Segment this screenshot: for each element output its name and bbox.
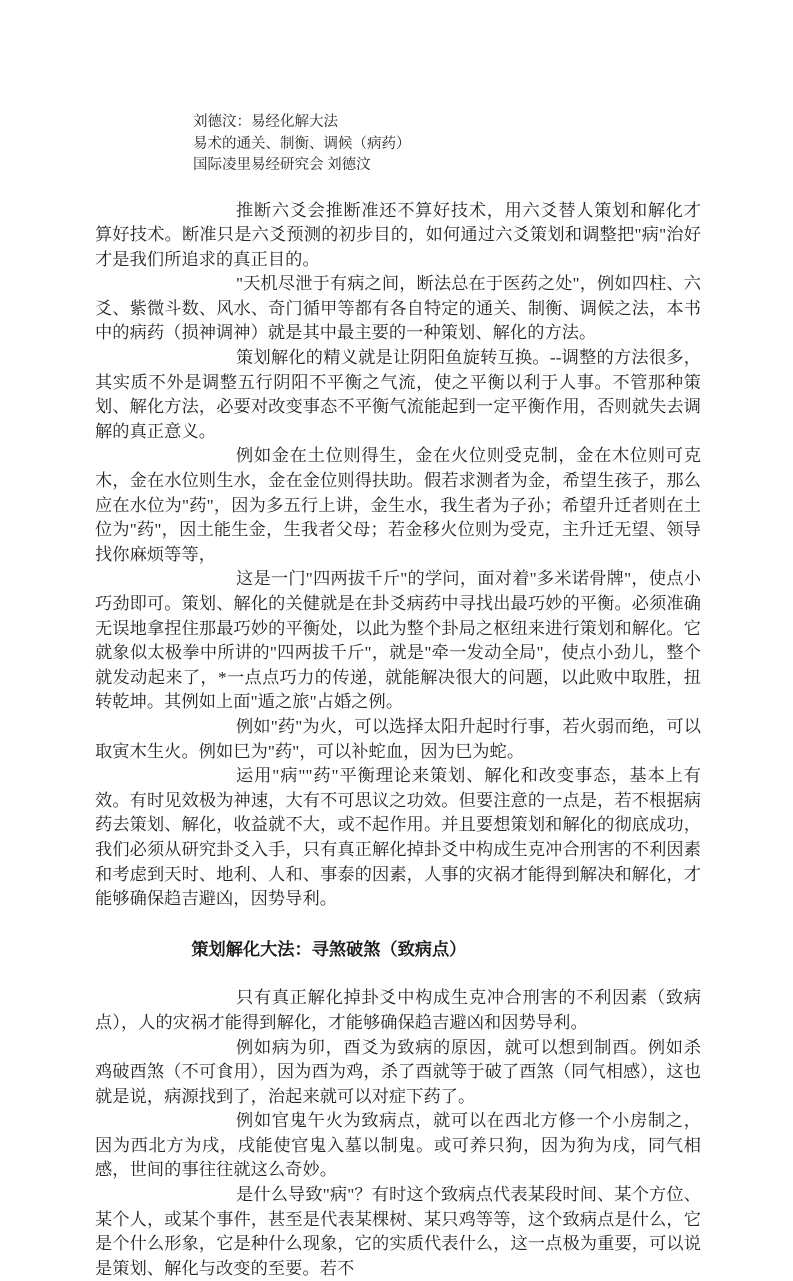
- document-body: [95, 199, 701, 1281]
- section-heading: 策划解化大法：寻煞破煞（致病点）: [95, 938, 701, 963]
- header-subtitle-line: 易术的通关、制衡、调候（病药）: [193, 134, 701, 156]
- body-paragraph: 例如"药"为火，可以选择太阳升起时行事，若火弱而绝，可以取寅木生火。例如巳为"药"，可以补蛇血，因为巳为蛇。: [95, 715, 701, 764]
- body-paragraph: 是什么导致"病"？有时这个致病点代表某段时间、某个方位、某个人，或某个事件，甚至是代表某棵树、某只鸡等等，这个致病点是什么，它是个什么形象，它是种什么现象，它的实质代表什么，这一点极为重要，可以说是策划、解化与改变的至要。若不: [95, 1183, 701, 1281]
- body-paragraph: "天机尽泄于有病之间，断法总在于医药之处"，例如四柱、六爻、紫微斗数、风水、奇门循甲等都有各自特定的通关、制衡、调候之法，本书中的病药（损神调神）就是其中最主要的一种策划、解化的方法。: [95, 272, 701, 346]
- body-paragraph: 例如金在土位则得生，金在火位则受克制，金在木位则可克木，金在水位则生水，金在金位则得扶助。假若求测者为金，希望生孩子，那么应在水位为"药"，因为多五行上讲，金生水，我生者为子孙；希望升迁者则在土位为"药"，因土能生金，生我者父母；若金移火位则为受克，主升迁无望、领导找你麻烦等等，: [95, 444, 701, 567]
- header-author-line: 国际凌里易经研究会 刘德汶: [193, 155, 701, 177]
- body-paragraph: 策划解化的精义就是让阴阳鱼旋转互换。--调整的方法很多，其实质不外是调整五行阴阳不平衡之气流，使之平衡以利于人事。不管那种策划、解化方法，必要对改变事态不平衡气流能起到一定平衡作用，否则就失去调解的真正意义。: [95, 346, 701, 444]
- body-paragraph: 例如官鬼午火为致病点，就可以在西北方修一个小房制之，因为西北方为戌，戌能使官鬼入墓以制鬼。或可养只狗，因为狗为戌，同气相感，世间的事往往就这么奇妙。: [95, 1109, 701, 1183]
- body-paragraph: 只有真正解化掉卦爻中构成生克冲合刑害的不利因素（致病点），人的灾祸才能得到解化，才能够确保趋吉避凶和因势导利。: [95, 986, 701, 1035]
- header-title-line: 刘德汶：易经化解大法: [193, 112, 701, 134]
- body-paragraph: 这是一门"四两拔千斤"的学问，面对着"多米诺骨牌"，使点小巧劲即可。策划、解化的关健就是在卦爻病药中寻找出最巧妙的平衡。必须准确无误地拿捏住那最巧妙的平衡处，以此为整个卦局之枢纽来进行策划和解化。它就象似太极拳中所讲的"四两拔千斤"，就是"牵一发动全局"，使点小劲儿，整个就发动起来了，*一点点巧力的传递，就能解决很大的问题，以此败中取胜，扭转乾坤。其例如上面"遁之旅"占婚之例。: [95, 567, 701, 715]
- body-paragraph: 例如病为卯，酉爻为致病的原因，就可以想到制酉。例如杀鸡破酉煞（不可食用），因为酉为鸡，杀了酉就等于破了酉煞（同气相感），这也就是说，病源找到了，治起来就可以对症下药了。: [95, 1036, 701, 1110]
- body-paragraph: 推断六爻会推断准还不算好技术，用六爻替人策划和解化才算好技术。断准只是六爻预测的初步目的，如何通过六爻策划和调整把"病"治好才是我们所追求的真正目的。: [95, 199, 701, 273]
- document-content: [95, 112, 701, 1281]
- heading-spacer: [95, 962, 701, 986]
- body-paragraph: 运用"病""药"平衡理论来策划、解化和改变事态，基本上有效。有时见效极为神速，大有不可思议之功效。但要注意的一点是，若不根据病药去策划、解化，收益就不大，或不起作用。并且要想策划和解化的彻底成功，我们必须从研究卦爻入手，只有真正解化掉卦爻中构成生克冲合刑害的不利因素和考虑到天时、地利、人和、事泰的因素，人事的灾祸才能得到解决和解化，才能够确保趋吉避凶，因势导利。: [95, 764, 701, 912]
- document-header: [193, 112, 701, 177]
